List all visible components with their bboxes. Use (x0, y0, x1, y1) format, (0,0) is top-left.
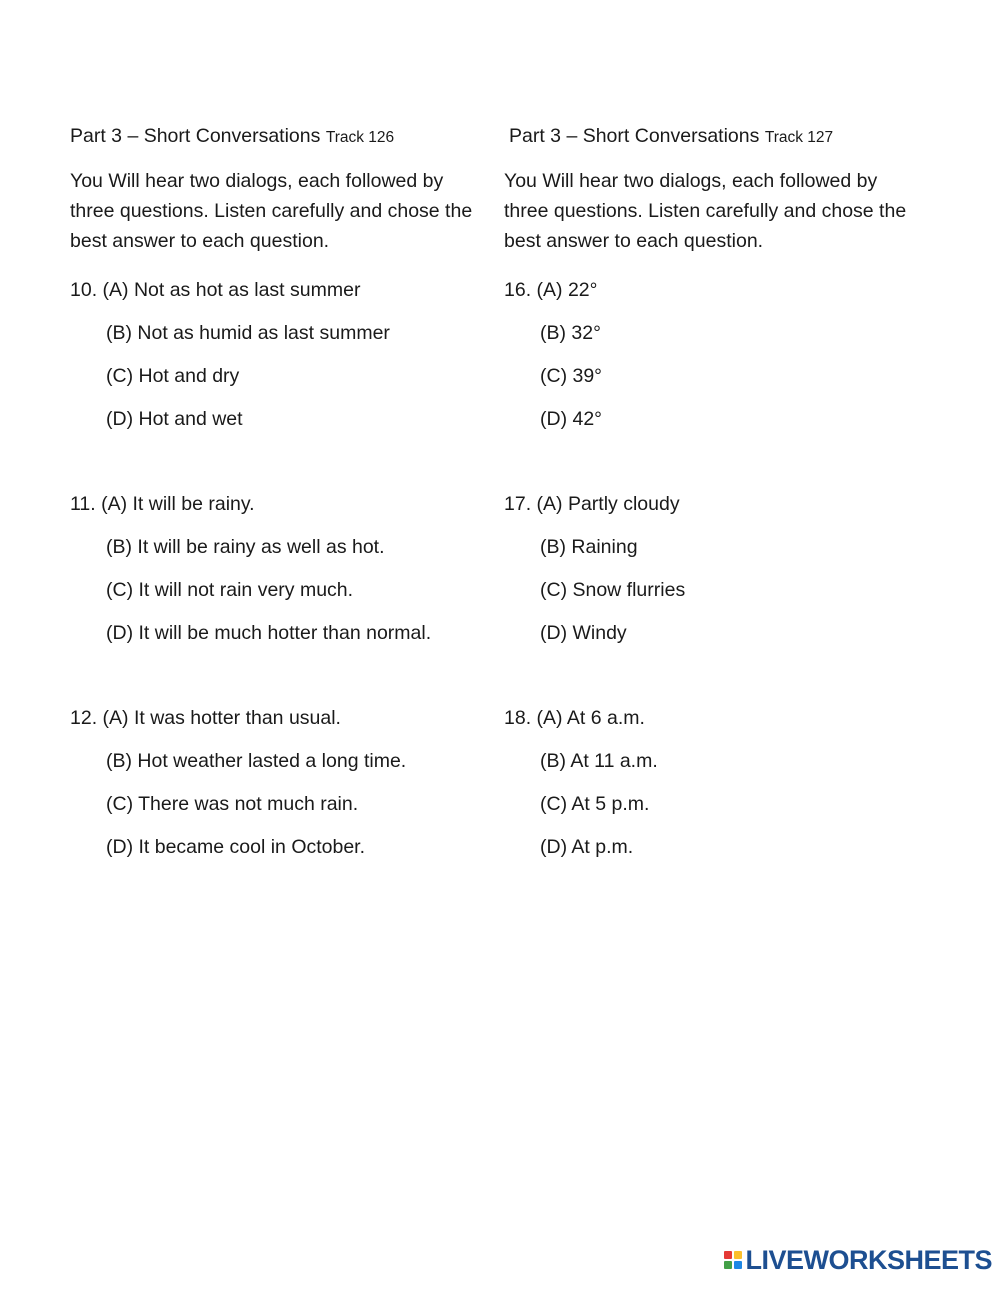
logo-block (734, 1261, 742, 1269)
option-d[interactable]: (D) At p.m. (540, 836, 634, 858)
option-d[interactable]: (D) Hot and wet (106, 408, 243, 430)
question-10 (70, 269, 490, 441)
question-17 (504, 483, 924, 655)
option-c[interactable]: (C) It will not rain very much. (106, 579, 354, 601)
logo-block (724, 1261, 732, 1269)
option-d[interactable]: (D) Windy (540, 622, 627, 644)
option-a[interactable] (70, 483, 490, 526)
question-number: 10. (70, 279, 98, 301)
track-label: Track 127 (764, 129, 834, 146)
option-d[interactable]: (D) It became cool in October. (106, 836, 366, 858)
option-b[interactable]: (B) Not as humid as last summer (106, 322, 390, 344)
option-b[interactable]: (B) It will be rainy as well as hot. (106, 536, 385, 558)
option-b[interactable]: (B) Raining (540, 536, 638, 558)
option-text: (A) 22° (536, 279, 598, 301)
liveworksheets-logo (724, 1245, 992, 1275)
question-12 (70, 697, 490, 869)
right-column (504, 122, 924, 869)
option-c[interactable]: (C) Snow flurries (540, 579, 686, 601)
option-text: (A) At 6 a.m. (536, 707, 645, 729)
left-column (70, 122, 490, 869)
option-b[interactable]: (B) At 11 a.m. (540, 750, 658, 772)
option-b[interactable]: (B) 32° (540, 322, 601, 344)
option-c[interactable]: (C) 39° (540, 365, 602, 387)
question-number: 16. (504, 279, 532, 301)
option-c[interactable]: (C) There was not much rain. (106, 793, 359, 815)
question-11 (70, 483, 490, 655)
question-number: 17. (504, 493, 532, 515)
option-a[interactable] (70, 269, 490, 312)
question-number: 12. (70, 707, 98, 729)
option-c[interactable]: (C) At 5 p.m. (540, 793, 650, 815)
track-label: Track 126 (325, 129, 395, 146)
question-number: 11. (70, 493, 96, 515)
option-text: (A) It will be rainy. (101, 493, 255, 515)
logo-block (734, 1251, 742, 1259)
option-text: (A) It was hotter than usual. (102, 707, 341, 729)
question-number: 18. (504, 707, 532, 729)
option-text: (A) Partly cloudy (536, 493, 680, 515)
option-b[interactable]: (B) Hot weather lasted a long time. (106, 750, 407, 772)
instructions: You Will hear two dialogs, each followed by three questions. Listen carefully and chose the best answer to each question. (504, 170, 907, 252)
logo-text: LIVEWORKSHEETS (745, 1245, 992, 1275)
part-title: Part 3 – Short Conversations (70, 125, 321, 147)
option-c[interactable]: (C) Hot and dry (106, 365, 240, 387)
option-a[interactable] (504, 697, 924, 740)
part-heading (509, 122, 924, 150)
instructions: You Will hear two dialogs, each followed by three questions. Listen carefully and chose the best answer to each question. (70, 170, 473, 252)
question-16 (504, 269, 924, 441)
logo-block (724, 1251, 732, 1259)
option-d[interactable]: (D) It will be much hotter than normal. (106, 622, 432, 644)
logo-icon (724, 1251, 742, 1269)
option-d[interactable]: (D) 42° (540, 408, 602, 430)
part-heading (70, 122, 490, 150)
option-a[interactable] (70, 697, 490, 740)
question-18 (504, 697, 924, 869)
option-a[interactable] (504, 269, 924, 312)
option-text: (A) Not as hot as last summer (102, 279, 361, 301)
option-a[interactable] (504, 483, 924, 526)
part-title: Part 3 – Short Conversations (509, 125, 760, 147)
